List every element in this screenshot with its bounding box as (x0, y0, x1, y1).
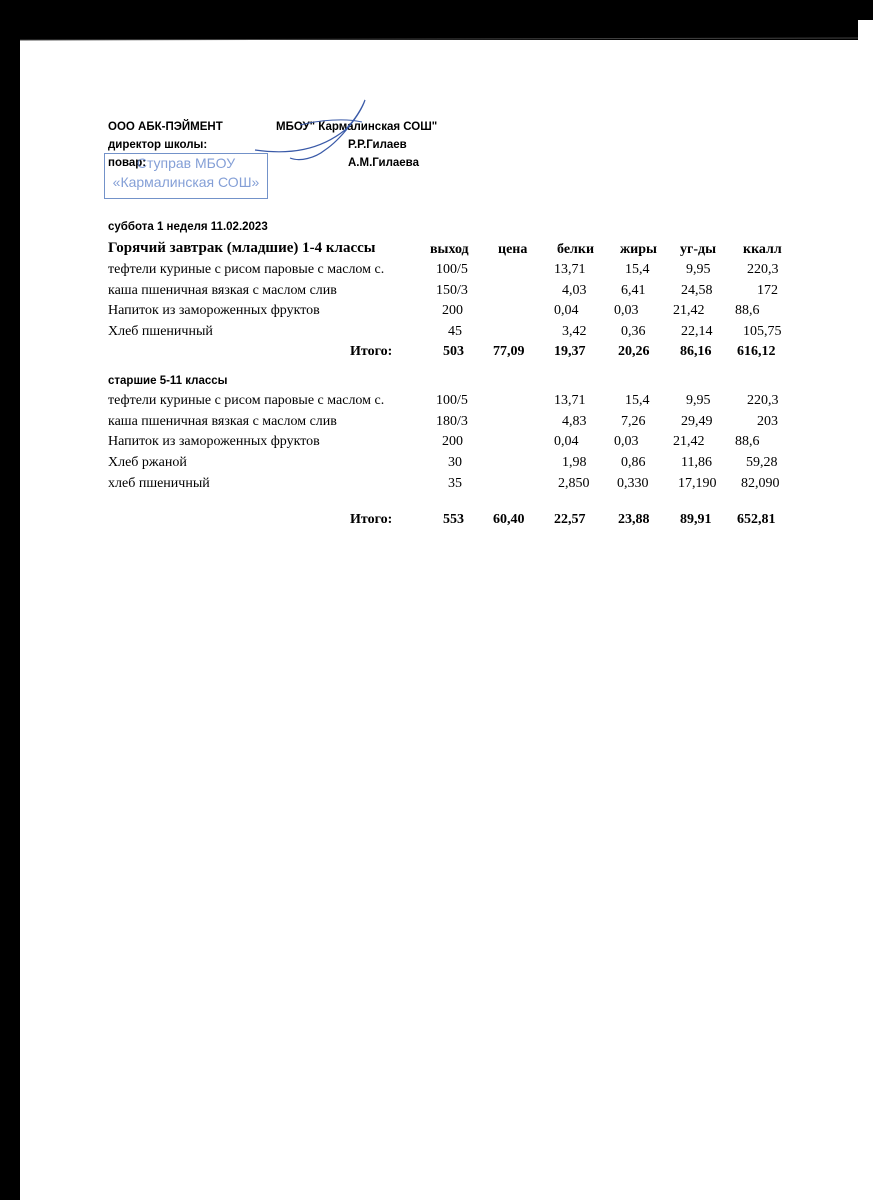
total-vyhod: 503 (443, 344, 464, 359)
dish-name: хлеб пшеничный (108, 476, 210, 491)
total-zhiry: 23,88 (618, 512, 650, 527)
table-row (0, 455, 873, 475)
ugdy: 22,14 (681, 324, 713, 339)
vyhod: 45 (448, 324, 462, 339)
belki: 4,03 (562, 283, 587, 298)
dish-name: Хлеб ржаной (108, 455, 187, 470)
total-belki: 19,37 (554, 344, 586, 359)
total-zhiry: 20,26 (618, 344, 650, 359)
table-row (0, 303, 873, 323)
zhiry: 0,86 (621, 455, 646, 470)
director-name: Р.Р.Гилаев (348, 139, 407, 151)
dish-name: Хлеб пшеничный (108, 324, 213, 339)
col-cena: цена (498, 242, 528, 257)
table-row (0, 324, 873, 344)
total-cena: 77,09 (493, 344, 525, 359)
table-row (0, 476, 873, 496)
day-title: суббота 1 неделя 11.02.2023 (108, 221, 268, 233)
belki: 1,98 (562, 455, 587, 470)
school-name: МБОУ" Кармалинская СОШ" (276, 121, 438, 133)
zhiry: 0,03 (614, 303, 639, 318)
stamp-line-1: Ступрав МБОУ (136, 155, 236, 171)
zhiry: 15,4 (625, 262, 650, 277)
kkal: 203 (757, 414, 778, 429)
org-name: ООО АБК-ПЭЙМЕНТ (108, 121, 223, 133)
vyhod: 35 (448, 476, 462, 491)
vyhod: 150/3 (436, 283, 468, 298)
col-zhiry: жиры (620, 242, 657, 257)
total-ugdy: 89,91 (680, 512, 712, 527)
dish-name: тефтели куриные с рисом паровые с маслом с. (108, 393, 385, 408)
table-row (0, 283, 873, 303)
junior-title: Горячий завтрак (младшие) 1-4 классы (108, 240, 376, 256)
col-vyhod: выход (430, 242, 469, 257)
kkal: 220,3 (747, 393, 779, 408)
vyhod: 200 (442, 303, 463, 318)
ugdy: 29,49 (681, 414, 713, 429)
senior-total-row (0, 512, 873, 532)
kkal: 59,28 (746, 455, 778, 470)
stamp-line-2: «Кармалинская СОШ» (112, 174, 260, 190)
table-row (0, 262, 873, 282)
kkal: 88,6 (735, 303, 760, 318)
vyhod: 200 (442, 434, 463, 449)
vyhod: 30 (448, 455, 462, 470)
ugdy: 17,190 (678, 476, 717, 491)
kkal: 220,3 (747, 262, 779, 277)
ugdy: 11,86 (681, 455, 712, 470)
senior-title: старшие 5-11 классы (108, 375, 228, 387)
ugdy: 21,42 (673, 303, 705, 318)
total-ugdy: 86,16 (680, 344, 712, 359)
ugdy: 9,95 (686, 393, 711, 408)
table-row (0, 414, 873, 434)
belki: 0,04 (554, 434, 579, 449)
table-row (0, 393, 873, 413)
dish-name: Напиток из замороженных фруктов (108, 303, 320, 318)
belki: 13,71 (554, 393, 586, 408)
junior-total-row (0, 344, 873, 364)
table-row (0, 434, 873, 454)
belki: 0,04 (554, 303, 579, 318)
vyhod: 100/5 (436, 393, 468, 408)
vyhod: 180/3 (436, 414, 468, 429)
dish-name: каша пшеничная вязкая с маслом слив (108, 414, 337, 429)
dish-name: каша пшеничная вязкая с маслом слив (108, 283, 337, 298)
col-kkal: ккалл (743, 242, 782, 257)
total-label: Итого: (350, 344, 393, 359)
total-label: Итого: (350, 512, 393, 527)
zhiry: 7,26 (621, 414, 646, 429)
dish-name: тефтели куриные с рисом паровые с маслом с. (108, 262, 385, 277)
zhiry: 0,330 (617, 476, 649, 491)
vyhod: 100/5 (436, 262, 468, 277)
kkal: 172 (757, 283, 778, 298)
ugdy: 9,95 (686, 262, 711, 277)
kkal: 88,6 (735, 434, 760, 449)
col-ugdy: уг-ды (680, 242, 717, 257)
cook-label: повар: (108, 157, 147, 169)
belki: 2,850 (558, 476, 590, 491)
total-vyhod: 553 (443, 512, 464, 527)
belki: 4,83 (562, 414, 587, 429)
cook-name: А.М.Гилаева (348, 157, 419, 169)
ugdy: 24,58 (681, 283, 713, 298)
zhiry: 0,36 (621, 324, 646, 339)
belki: 13,71 (554, 262, 586, 277)
ugdy: 21,42 (673, 434, 705, 449)
total-cena: 60,40 (493, 512, 525, 527)
dish-name: Напиток из замороженных фруктов (108, 434, 320, 449)
kkal: 82,090 (741, 476, 780, 491)
kkal: 105,75 (743, 324, 782, 339)
zhiry: 15,4 (625, 393, 650, 408)
total-kkal: 652,81 (737, 512, 776, 527)
school-stamp (104, 153, 268, 199)
total-kkal: 616,12 (737, 344, 776, 359)
zhiry: 6,41 (621, 283, 646, 298)
total-belki: 22,57 (554, 512, 586, 527)
col-belki: белки (557, 242, 595, 257)
belki: 3,42 (562, 324, 587, 339)
director-label: директор школы: (108, 139, 208, 151)
zhiry: 0,03 (614, 434, 639, 449)
